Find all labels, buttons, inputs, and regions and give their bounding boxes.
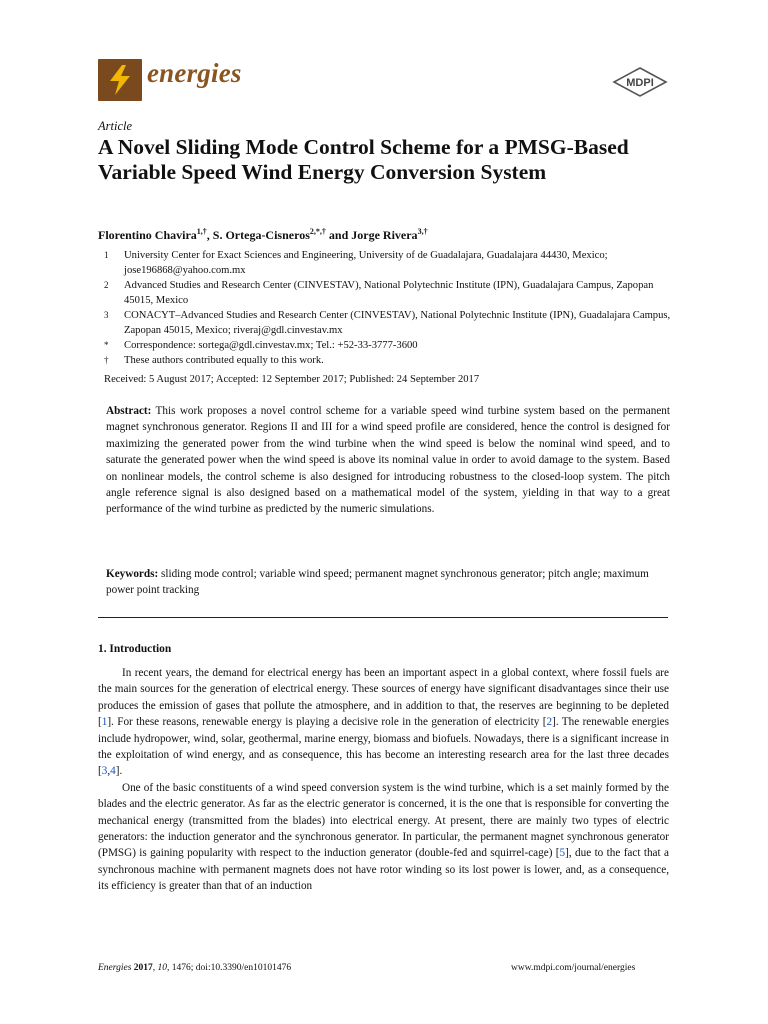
correspondence-text: Correspondence: sortega@gdl.cinvestav.mx; Tel.: +52-33-3777-3600 (124, 340, 418, 351)
paragraph-text: , (107, 765, 111, 778)
author-name: Jorge Rivera (351, 228, 418, 242)
footer-journal: Energies (98, 963, 132, 973)
section-body (98, 665, 669, 895)
author-affil-sup: 1,† (196, 227, 207, 236)
equal-contribution-note (104, 353, 674, 368)
affiliation-text: Advanced Studies and Research Center (CINVESTAV), National Polytechnic Institute (IPN), Guadalajara Campus, Zapopan 45015, Mexico (124, 280, 654, 306)
abstract (106, 403, 670, 518)
author-name: Florentino Chavira (98, 228, 197, 242)
affiliation-list (104, 248, 674, 368)
correspondence-item (104, 338, 674, 353)
affiliation-mark: 3 (104, 310, 109, 320)
affiliation-text: CONACYT–Advanced Studies and Research Center (CINVESTAV), National Polytechnic Institute (IPN), Guadalajara Campus, Zapopan 45015, Mexico; riveraj@gdl.cinvestav.mx (124, 310, 671, 336)
paragraph-text: ]. For these reasons, renewable energy is playing a decisive role in the generation of electricity [ (107, 716, 547, 729)
journal-logo (98, 59, 142, 101)
article-type: Article (98, 119, 133, 133)
affiliation-mark: † (104, 355, 109, 365)
keywords (106, 566, 670, 599)
footer-url[interactable]: www.mdpi.com/journal/energies (511, 963, 636, 973)
lightning-icon (106, 65, 134, 95)
affiliation-item (104, 278, 674, 308)
author-separator: , (206, 228, 213, 242)
journal-name[interactable]: energies (147, 58, 242, 88)
paragraph (98, 665, 669, 780)
paragraph-text: ]. The renewable energies include hydropower, wind, solar, geothermal, marine energy, biomass and biofuels. Nowadays, there is a significant increase in the exploitation of wind energy, and as consequence, this has become an interesting research area for the last three decades [ (98, 716, 669, 778)
footer-year: 2017 (133, 963, 153, 973)
affiliation-mark: 1 (104, 250, 109, 260)
author-affil-sup: 2,*,† (309, 227, 326, 236)
mdpi-logo[interactable] (612, 67, 668, 97)
citation-link[interactable]: 3 (101, 765, 108, 778)
citation-link[interactable]: 2 (546, 716, 553, 729)
paragraph-text: In recent years, the demand for electrical energy has been an important aspect in a global context, where fossil fuels are the main sources for the generation of electrical energy. These sources of energy have significant disadvantages since their use produces the emission of gases that pollute the atmosphere, and in addition to that, the reserves are beginning to be depleted [ (98, 667, 669, 729)
affiliation-mark: 2 (104, 280, 109, 290)
abstract-text: This work proposes a novel control scheme for a variable speed wind turbine system based on the permanent magnet synchronous generator. Regions II and III for a wind speed profile are considered, hence the control is designed for maximizing the generated power from the wind turbine when the wind speed is below the nominal wind speed, and to saturate the generated power when the wind speed is above its nominal value in order to avoid damage to the system. Based on nonlinear models, the control scheme is also designed for introducing robustness to the closed-loop system. The pitch angle reference signal is also designed based on a mathematical model of the system, yielding in that way to a great performance of the wind turbine as predicted by the numeric simulations. (106, 405, 670, 516)
keywords-text: sliding mode control; variable wind speed; permanent magnet synchronous generator; pitch angle; maximum power point tracking (106, 568, 649, 597)
section-heading: 1. Introduction (98, 643, 172, 655)
affiliation-item (104, 248, 674, 278)
author-affil-sup: 3,† (417, 227, 428, 236)
footer-citation: Energies 2017, 10, 1476; doi:10.3390/en10101476 (98, 963, 292, 973)
publisher-name: MDPI (626, 77, 654, 89)
paragraph-text: One of the basic constituents of a wind speed conversion system is the wind turbine, which is a set mainly formed by the blades and the electric generator. As far as the electric generator is concerned, it is the one that is responsible for converting the mechanical energy (transmitted from the blades) into electrical energy. At present, there are mainly two types of electric generators: the induction generator and the synchronous generator. In particular, the permanent magnet synchronous generator (PMSG) is gaining popularity with respect to the induction generator (double-fed and squirrel-cage) [ (98, 781, 669, 860)
author-list (98, 227, 428, 243)
footer-volume: 10 (157, 963, 168, 973)
equal-contribution-text: These authors contributed equally to this work. (124, 355, 324, 366)
keywords-label: Keywords: (106, 568, 159, 580)
paragraph-text: ]. (115, 765, 123, 778)
author-name: S. Ortega-Cisneros (212, 228, 310, 242)
citation-link[interactable]: 1 (101, 716, 108, 729)
citation-link[interactable]: 4 (110, 765, 116, 778)
publication-dates: Received: 5 August 2017; Accepted: 12 September 2017; Published: 24 September 2017 (104, 374, 480, 385)
abstract-label: Abstract: (106, 405, 152, 417)
section-divider (98, 617, 668, 618)
affiliation-item (104, 308, 674, 338)
paragraph-text: ], due to the fact that a synchronous machine with permanent magnets does not have rotor winding so its lost power is lower, and, as a consequence, its efficiency is greater than that of an induction (98, 847, 669, 893)
affiliation-mark: * (104, 340, 109, 350)
citation-link[interactable]: 5 (559, 847, 566, 860)
affiliation-text: University Center for Exact Sciences and Engineering, University of de Guadalajara, Guadalajara 44430, Mexico; jose196868@yahoo.com.mx (124, 250, 608, 276)
paper-title: A Novel Sliding Mode Control Scheme for a PMSG-Based Variable Speed Wind Energy Conversion System (98, 135, 629, 184)
footer-doi: , 1476; doi:10.3390/en10101476 (167, 963, 292, 973)
paragraph (98, 780, 669, 895)
author-separator: and (325, 228, 352, 242)
